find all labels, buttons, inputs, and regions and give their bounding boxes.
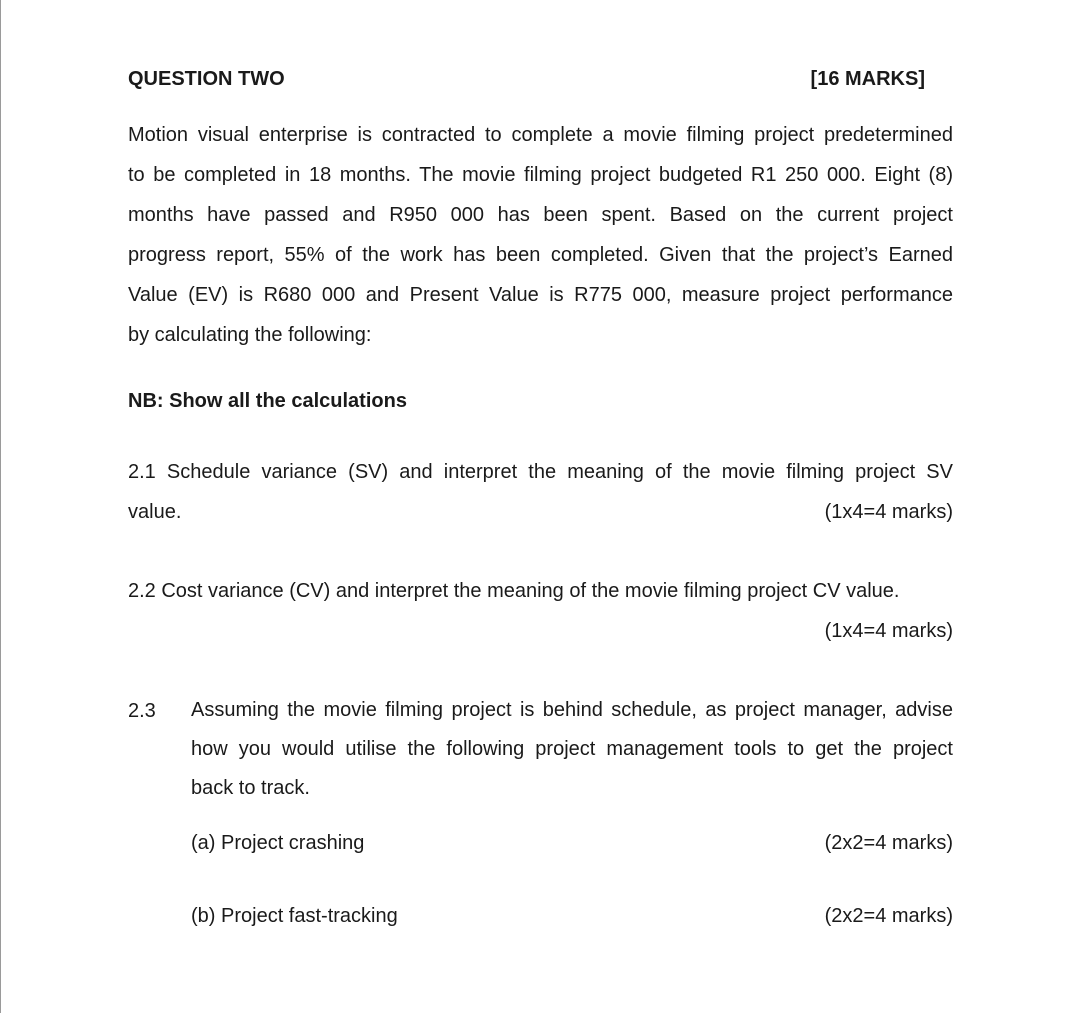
question-2-3-line: Assuming the movie filming project is behind schedule, as project manager, advise bbox=[191, 699, 953, 721]
intro-line: Motion visual enterprise is contracted to complete a movie filming project predetermined bbox=[128, 124, 953, 146]
intro-line: Value (EV) is R680 000 and Present Value is R775 000, measure project performance bbox=[128, 284, 953, 306]
intro-paragraph bbox=[128, 115, 953, 355]
question-2-2-text: 2.2 Cost variance (CV) and interpret the meaning of the movie filming project CV value. bbox=[128, 580, 900, 602]
question-total-marks: [16 MARKS] bbox=[810, 68, 925, 90]
intro-line: months have passed and R950 000 has been spent. Based on the current project bbox=[128, 204, 953, 226]
question-2-2-marks-row bbox=[128, 611, 953, 651]
question-title: QUESTION TWO bbox=[128, 68, 285, 90]
question-2-3-a-label: (a) Project crashing bbox=[191, 832, 365, 854]
question-2-2-marks: (1x4=4 marks) bbox=[824, 620, 953, 642]
question-2-3-b-label: (b) Project fast-tracking bbox=[191, 905, 398, 927]
intro-line: progress report, 55% of the work has been completed. Given that the project’s Earned bbox=[128, 244, 953, 266]
question-2-3-line: how you would utilise the following project management tools to get the project bbox=[191, 738, 953, 760]
question-2-3-number: 2.3 bbox=[128, 700, 156, 722]
question-2-1-text-end: value. bbox=[128, 501, 182, 523]
question-2-3-a bbox=[191, 823, 953, 863]
question-2-3-a-marks: (2x2=4 marks) bbox=[824, 832, 953, 854]
question-heading bbox=[128, 68, 925, 91]
question-2-3-paragraph bbox=[191, 691, 953, 808]
question-2-1-marks: (1x4=4 marks) bbox=[824, 501, 953, 523]
question-2-1-line-1 bbox=[128, 452, 953, 492]
question-2-1-line-2 bbox=[128, 492, 953, 532]
question-2-2-line-1 bbox=[128, 571, 953, 611]
question-2-3-b-marks: (2x2=4 marks) bbox=[824, 905, 953, 927]
question-2-3-line: back to track. bbox=[191, 777, 310, 799]
page-edge-divider bbox=[0, 0, 1, 1013]
nb-instruction: NB: Show all the calculations bbox=[128, 390, 407, 412]
intro-line: by calculating the following: bbox=[128, 324, 372, 346]
question-2-3-b bbox=[191, 896, 953, 936]
question-2-1-text: 2.1 Schedule variance (SV) and interpret the meaning of the movie filming project SV bbox=[128, 461, 953, 483]
intro-line: to be completed in 18 months. The movie filming project budgeted R1 250 000. Eight (8) bbox=[128, 164, 953, 186]
